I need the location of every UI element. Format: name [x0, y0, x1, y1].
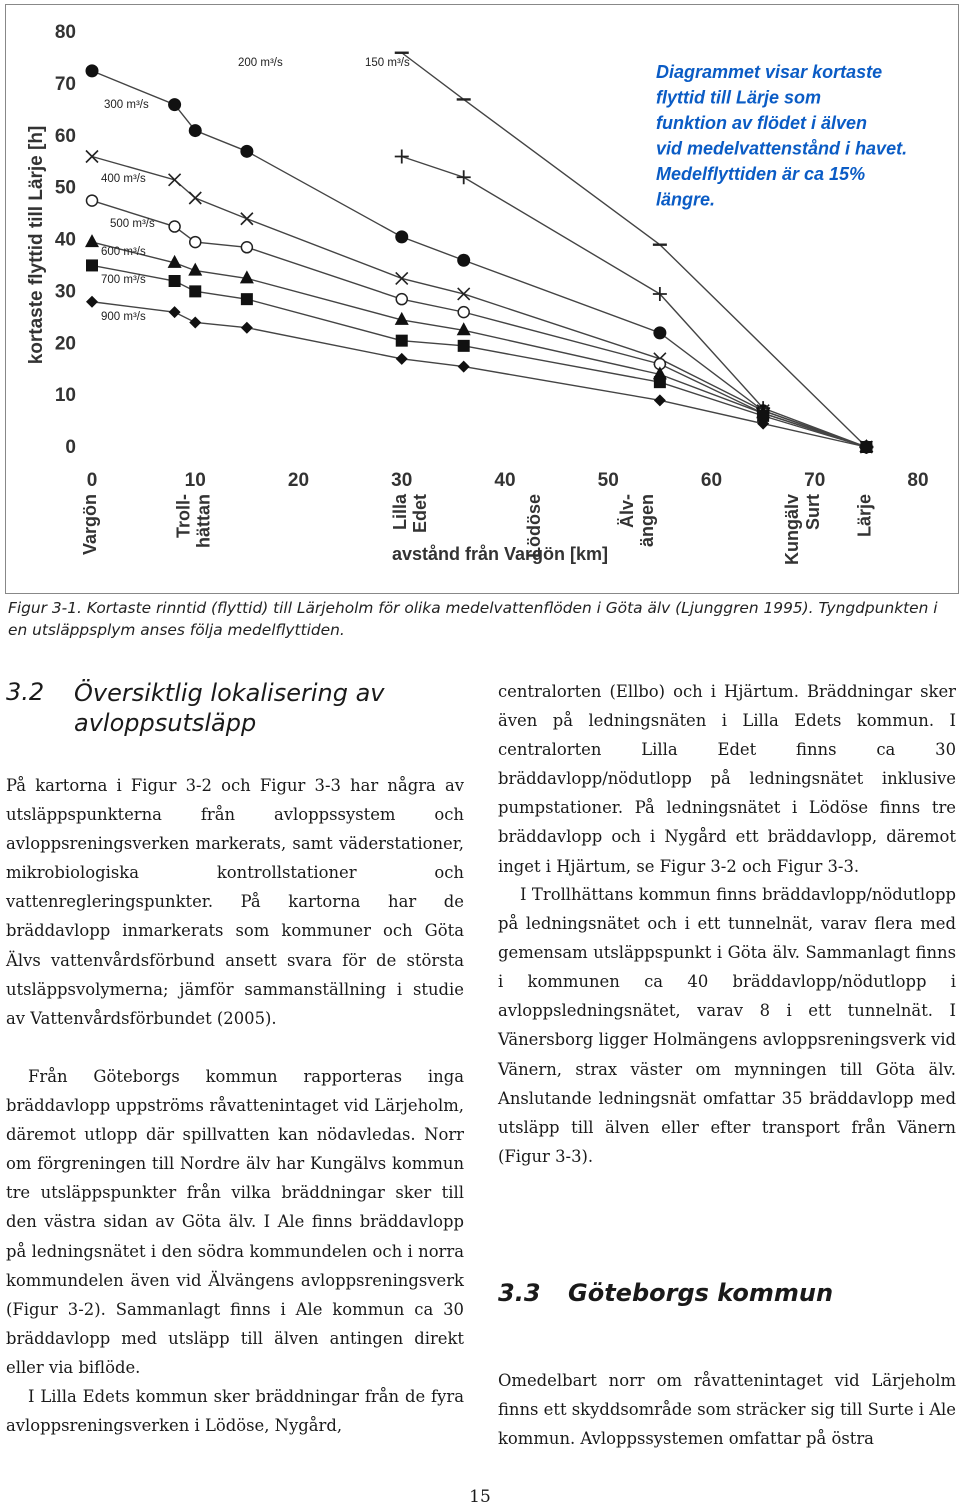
- annotation-line: funktion av flödet i älven: [656, 113, 868, 133]
- data-point: [458, 361, 470, 373]
- data-point: [85, 234, 99, 247]
- data-point: [241, 242, 252, 253]
- data-point: [86, 259, 98, 271]
- x-tick-label: 10: [184, 470, 206, 491]
- data-point: [189, 317, 201, 329]
- section-heading: Översiktlig lokalisering av avloppsutsläpp: [74, 679, 385, 737]
- location-label: Kungälv: [782, 494, 803, 566]
- series-line: [402, 53, 867, 447]
- y-axis-label: kortaste flyttid till Lärje [h]: [26, 125, 47, 365]
- x-tick-label: 0: [86, 470, 98, 491]
- data-point: [395, 230, 408, 243]
- data-point: [458, 340, 470, 352]
- location-label: Vargön: [80, 494, 100, 556]
- data-point: [396, 272, 408, 284]
- y-tick-label: 60: [54, 125, 76, 147]
- series-label: 300 m³/s: [104, 99, 149, 111]
- data-point: [458, 307, 469, 318]
- location-label: Lärje: [854, 494, 875, 538]
- body-paragraph: I Lilla Edets kommun sker bräddningar från de fyra avloppsreningsverken i Lödöse, Nygård,: [6, 1387, 464, 1436]
- series-line: [92, 265, 866, 447]
- location-label: ängen: [637, 494, 658, 548]
- data-point: [457, 170, 471, 184]
- body-paragraph: centralorten (Ellbo) och i Hjärtum. Bräddningar sker även på ledningsnäten i Lilla Edets kommun. I centralorten Lilla Edet finns ca 30 bräddavlopp/nödutlopp på ledningsnätet inklusive pumpstationer. På ledningsnätet i Lödöse finns tre bräddavlopp och i Nygård ett bräddavlopp, däremot inget i Hjärtum, se Figur 3-2 och Figur 3-3.: [498, 682, 956, 876]
- annotation-line: vid medelvattenstånd i havet.: [656, 138, 908, 159]
- data-point: [240, 145, 253, 158]
- y-tick-label: 10: [54, 385, 76, 407]
- data-point: [190, 237, 201, 248]
- series-label: 600 m³/s: [101, 246, 146, 258]
- section-number: 3.3: [498, 1279, 541, 1307]
- location-label: Surt: [802, 494, 823, 530]
- chart-labels: [101, 57, 907, 323]
- location-label: Troll-: [173, 494, 194, 538]
- series-line: [402, 157, 867, 448]
- x-axis-label: avstånd från Vargön [km]: [391, 544, 609, 564]
- data-point: [457, 254, 470, 267]
- y-tick-label: 20: [54, 333, 76, 355]
- y-tick-label: 30: [54, 281, 76, 303]
- figure-caption: Figur 3-1. Kortaste rinntid (flyttid) till Lärjeholm för olika medelvattenflöden i Göta älv (Ljunggren 1995). Tyngdpunkten i en utsläppsplym anses följa medelflyttiden.: [8, 599, 938, 639]
- section-number: 3.2: [6, 678, 45, 706]
- y-tick-label: 0: [65, 437, 76, 458]
- data-point: [169, 275, 181, 287]
- location-label: hättan: [193, 494, 214, 548]
- series-line: [92, 157, 866, 448]
- data-point: [240, 270, 254, 283]
- section-heading: Göteborgs kommun: [568, 1279, 834, 1307]
- location-label: Älv-: [617, 494, 638, 529]
- data-point: [654, 376, 666, 388]
- data-point: [169, 174, 181, 186]
- series-label: 400 m³/s: [101, 173, 146, 185]
- x-tick-label: 50: [597, 470, 619, 491]
- annotation-line: Diagrammet visar kortaste: [656, 62, 883, 82]
- body-paragraph: Från Göteborgs kommun rapporteras inga bräddavlopp uppströms råvattenintaget vid Lärjeholm, däremot utlopp där spillvatten kan nödavledas. Norr om förgreningen till Nordre älv har Kungälvs kommun tre utsläppspunkter från vilka bräddningar sker till den västra sidan av Göta älv. I Ale finns bräddavlopp på ledningsnätet i den södra kommundelen och i norra kommundelen även vid Älvängens avloppsreningsverk (Figur 3-2). Sammanlagt finns i Ale kommun ca 30 bräddavlopp med utsläpp till älven antingen direkt eller via biflöde.: [6, 1067, 464, 1377]
- location-label: Edet: [410, 494, 431, 534]
- data-point: [396, 335, 408, 347]
- data-point: [189, 285, 201, 297]
- x-tick-label: 80: [907, 470, 929, 491]
- x-tick-label: 20: [287, 470, 310, 491]
- data-point: [169, 221, 180, 232]
- y-tick-label: 40: [54, 229, 76, 251]
- annotation-line: Medelflyttiden är ca 15%: [656, 164, 866, 184]
- series-label: 700 m³/s: [101, 274, 146, 286]
- location-label: Lödöse: [523, 494, 544, 559]
- data-point: [168, 98, 181, 111]
- x-tick-label: 30: [391, 470, 413, 491]
- series-label: 500 m³/s: [110, 218, 155, 230]
- data-point: [396, 353, 408, 365]
- body-paragraph: På kartorna i Figur 3-2 och Figur 3-3 har några av utsläppspunkterna från avloppssystem och avloppsreningsverken markerats, samt väderstationer, mikrobiologiska kontrollstationer och vattenregleringspunkter. På kartorna har de bräddavlopp inmarkerats som kommuner och Göta Älvs vattenvårdsförbund ansett svara för de största utsläppsvolymerna; jämför sammanställning i studie av Vattenvårdsförbundet (2005).: [6, 776, 464, 1028]
- series-line: [92, 242, 866, 447]
- chart-series-lines: [92, 53, 866, 447]
- annotation-line: längre.: [656, 189, 716, 210]
- data-point: [241, 293, 253, 305]
- flow-time-chart: [0, 0, 960, 590]
- data-point: [458, 288, 470, 300]
- data-point: [241, 213, 253, 225]
- data-point: [86, 296, 98, 308]
- page-number: 15: [469, 1487, 491, 1507]
- data-point: [189, 124, 202, 137]
- y-tick-label: 80: [54, 22, 76, 43]
- body-paragraph: I Trollhättans kommun finns bräddavlopp/nödutlopp på ledningsnätet och i ett tunnelnät, varav flera med gemensam utsläppspunkt i Göta älv. Sammanlagt finns i kommunen ca 40 bräddavlopp/nödutlopp i avloppsledningsnätet, varav 8 i ett tunnelnät. I Vänersborg ligger Holmängens avloppsreningsverk vid Vänern, strax väster om mynningen till Göta älv. Anslutande ledningsnät omfattar 35 bräddavlopp med utsläpp till älven eller efter transport från Vänern (Figur 3-3).: [498, 885, 956, 1166]
- x-tick-label: 40: [494, 470, 516, 491]
- data-point: [86, 64, 99, 77]
- data-point: [395, 150, 409, 164]
- y-tick-label: 70: [54, 73, 76, 95]
- x-tick-label: 70: [804, 470, 826, 491]
- body-paragraph: Omedelbart norr om råvattenintaget vid Lärjeholm finns ett skyddsområde som sträcker sig till Surte i Ale kommun. Avloppssystemen omfattar på östra: [498, 1371, 956, 1449]
- data-point: [396, 294, 407, 305]
- data-point: [241, 322, 253, 334]
- series-line: [92, 302, 866, 447]
- series-label: 200 m³/s: [238, 57, 283, 69]
- data-point: [653, 326, 666, 339]
- data-point: [654, 394, 666, 406]
- data-point: [189, 192, 201, 204]
- series-label: 150 m³/s: [365, 57, 410, 69]
- x-tick-label: 60: [700, 470, 723, 491]
- series-label: 900 m³/s: [101, 311, 146, 323]
- data-point: [169, 306, 181, 318]
- annotation-line: flyttid till Lärje som: [656, 87, 822, 108]
- data-point: [87, 195, 98, 206]
- location-label: Lilla: [390, 494, 411, 531]
- y-tick-label: 50: [54, 177, 76, 199]
- data-point: [86, 151, 98, 163]
